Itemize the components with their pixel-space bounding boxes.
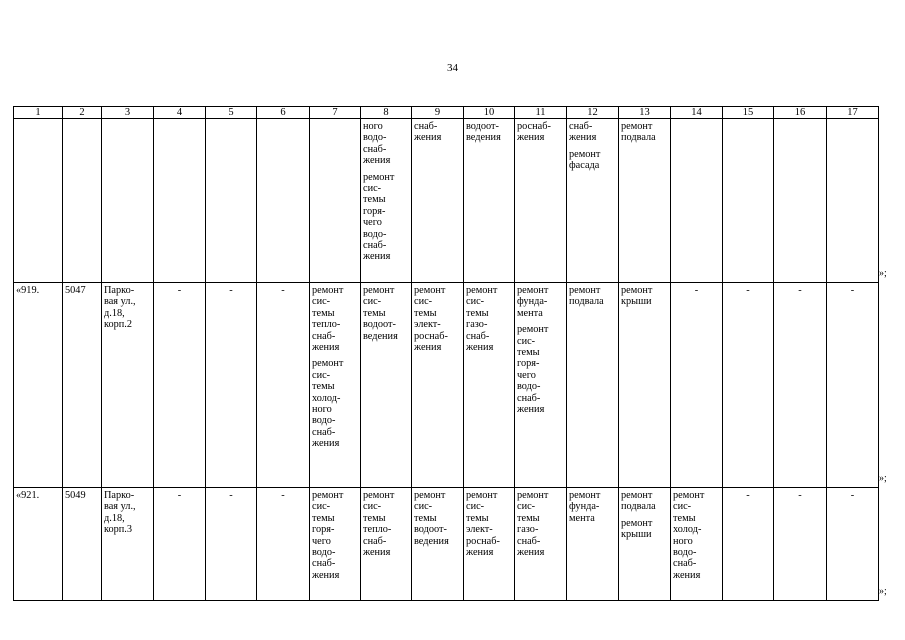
cell-text: «919. bbox=[16, 285, 40, 296]
column-number: 2 bbox=[63, 107, 102, 119]
cell-text: горя- bbox=[517, 358, 540, 370]
cell-text: мента bbox=[517, 307, 543, 319]
column-number: 8 bbox=[361, 107, 412, 119]
table-cell bbox=[361, 488, 412, 601]
cell-text: жения bbox=[312, 342, 340, 354]
column-number: 17 bbox=[827, 107, 879, 119]
cell-text: темы bbox=[363, 307, 386, 319]
cell-entry bbox=[517, 121, 564, 144]
cell-entry bbox=[65, 490, 99, 501]
cell-text: роснаб- bbox=[414, 330, 448, 342]
cell-entry bbox=[363, 490, 409, 558]
cell-text: горя- bbox=[312, 524, 335, 536]
table-cell bbox=[723, 119, 774, 283]
cell-text: темы bbox=[466, 512, 489, 524]
table-cell bbox=[515, 119, 567, 283]
cell-text: темы bbox=[363, 512, 386, 524]
column-number: 9 bbox=[412, 107, 464, 119]
cell-text: темы bbox=[414, 307, 437, 319]
cell-text: крыши bbox=[621, 296, 652, 308]
cell-text: сис- bbox=[517, 335, 536, 347]
cell-text: ремонт bbox=[621, 490, 653, 501]
cell-entry bbox=[466, 285, 512, 353]
cell-entry bbox=[156, 490, 203, 501]
cell-entry bbox=[829, 490, 876, 501]
table-cell bbox=[206, 119, 257, 283]
column-number: 12 bbox=[567, 107, 619, 119]
cell-entry bbox=[156, 285, 203, 296]
cell-text: элект- bbox=[466, 524, 493, 536]
cell-text: д.18, bbox=[104, 307, 125, 319]
table-cell bbox=[154, 283, 206, 488]
column-number: 16 bbox=[774, 107, 827, 119]
cell-entry bbox=[621, 121, 668, 144]
table-cell bbox=[257, 283, 310, 488]
table-cell bbox=[515, 488, 567, 601]
cell-text: водоот- bbox=[414, 524, 447, 536]
cell-text: снаб- bbox=[569, 121, 593, 132]
table-cell bbox=[206, 488, 257, 601]
cell-text: ремонт bbox=[363, 285, 395, 296]
cell-text: ремонт bbox=[466, 490, 498, 501]
cell-text: сис- bbox=[414, 296, 433, 308]
cell-text: водо- bbox=[363, 132, 387, 144]
table-cell bbox=[154, 488, 206, 601]
cell-text: жения bbox=[517, 132, 545, 144]
cell-text: ремонт bbox=[312, 490, 344, 501]
cell-entry bbox=[673, 490, 720, 581]
cell-entry bbox=[621, 518, 668, 541]
table-cell bbox=[774, 119, 827, 283]
table-cell bbox=[412, 119, 464, 283]
cell-text: снаб- bbox=[466, 330, 490, 342]
table-cell bbox=[723, 283, 774, 488]
cell-text: тепло- bbox=[312, 319, 341, 331]
cell-text: жения bbox=[363, 251, 391, 263]
cell-text: - bbox=[746, 490, 750, 501]
table-cell bbox=[412, 488, 464, 601]
cell-text: подвала bbox=[621, 132, 656, 144]
cell-text: - bbox=[177, 285, 182, 296]
cell-text: снаб- bbox=[312, 330, 336, 342]
cell-text: - bbox=[177, 490, 182, 501]
cell-text: жения bbox=[312, 438, 340, 450]
cell-text: горя- bbox=[363, 205, 386, 217]
cell-entry bbox=[621, 285, 668, 308]
cell-entry bbox=[16, 285, 60, 296]
cell-text: холод- bbox=[673, 524, 702, 536]
cell-entry bbox=[104, 285, 151, 331]
cell-text: сис- bbox=[517, 501, 536, 513]
cell-text: ного bbox=[673, 535, 693, 547]
row-end-mark: »; bbox=[879, 586, 887, 597]
table-cell bbox=[310, 119, 361, 283]
table-cell bbox=[671, 283, 723, 488]
cell-text: - bbox=[229, 490, 233, 501]
row-end-mark: »; bbox=[879, 473, 887, 484]
cell-entry bbox=[414, 121, 461, 144]
cell-text: подвала bbox=[569, 296, 604, 308]
cell-text: элект- bbox=[414, 319, 441, 331]
cell-text: чего bbox=[517, 369, 536, 381]
cell-text: ремонт bbox=[517, 285, 549, 296]
cell-entry bbox=[414, 490, 461, 547]
cell-text: - bbox=[798, 490, 802, 501]
cell-text: снаб- bbox=[363, 143, 387, 155]
cell-text: снаб- bbox=[517, 535, 541, 547]
cell-text: жения bbox=[517, 404, 545, 416]
column-number: 3 bbox=[102, 107, 154, 119]
cell-entry bbox=[517, 490, 564, 558]
table-cell bbox=[619, 488, 671, 601]
cell-text: жения bbox=[312, 569, 340, 581]
column-number: 7 bbox=[310, 107, 361, 119]
table-cell bbox=[619, 119, 671, 283]
cell-text: «921. bbox=[16, 490, 40, 501]
cell-entry bbox=[517, 324, 564, 415]
table-cell bbox=[671, 488, 723, 601]
cell-text: снаб- bbox=[312, 426, 336, 438]
cell-entry bbox=[208, 285, 254, 296]
cell-text: сис- bbox=[363, 183, 382, 195]
cell-text: снаб- bbox=[517, 392, 541, 404]
cell-text: - bbox=[746, 285, 750, 296]
table-cell bbox=[774, 283, 827, 488]
cell-text: жения bbox=[414, 132, 442, 144]
cell-text: темы bbox=[312, 307, 335, 319]
table-cell bbox=[774, 488, 827, 601]
cell-text: мента bbox=[569, 512, 595, 524]
cell-text: сис- bbox=[312, 296, 331, 308]
column-number: 11 bbox=[515, 107, 567, 119]
cell-text: - bbox=[281, 490, 285, 501]
cell-text: темы bbox=[363, 194, 386, 206]
cell-text: жения bbox=[517, 547, 545, 559]
cell-text: темы bbox=[414, 512, 437, 524]
cell-text: сис- bbox=[466, 501, 485, 513]
cell-entry bbox=[312, 490, 358, 581]
cell-text: крыши bbox=[621, 529, 652, 541]
cell-entry bbox=[829, 285, 876, 296]
cell-entry bbox=[208, 490, 254, 501]
header-row bbox=[14, 107, 879, 119]
cell-text: ведения bbox=[363, 330, 398, 342]
cell-text: роснаб- bbox=[466, 535, 500, 547]
cell-entry bbox=[65, 285, 99, 296]
table-cell bbox=[14, 488, 63, 601]
cell-text: жения bbox=[363, 547, 391, 559]
row-end-mark: »; bbox=[879, 268, 887, 279]
cell-text: сис- bbox=[312, 369, 331, 381]
table-cell bbox=[63, 283, 102, 488]
cell-entry bbox=[776, 285, 824, 296]
cell-entry bbox=[312, 358, 358, 449]
cell-entry bbox=[363, 121, 409, 167]
cell-text: сис- bbox=[363, 501, 382, 513]
register-table bbox=[13, 106, 879, 601]
column-number: 6 bbox=[257, 107, 310, 119]
table-cell bbox=[102, 283, 154, 488]
cell-entry bbox=[776, 490, 824, 501]
cell-text: ремонт bbox=[414, 285, 446, 296]
cell-text: ремонт bbox=[517, 490, 549, 501]
table-cell bbox=[464, 283, 515, 488]
cell-text: - bbox=[798, 285, 802, 296]
cell-text: ного bbox=[312, 404, 332, 416]
cell-text: ремонт bbox=[312, 358, 344, 370]
cell-text: - bbox=[229, 285, 233, 296]
cell-text: темы bbox=[312, 381, 335, 393]
column-number: 5 bbox=[206, 107, 257, 119]
table-cell bbox=[567, 283, 619, 488]
table-cell bbox=[567, 119, 619, 283]
table-cell bbox=[361, 283, 412, 488]
cell-text: ремонт bbox=[363, 490, 395, 501]
cell-text: Парко- bbox=[104, 285, 135, 296]
cell-entry bbox=[621, 490, 668, 513]
table-row bbox=[14, 283, 879, 488]
table-cell bbox=[671, 119, 723, 283]
cell-entry bbox=[104, 490, 151, 536]
cell-entry bbox=[363, 285, 409, 342]
cell-text: сис- bbox=[312, 501, 331, 513]
cell-text: фунда- bbox=[569, 501, 600, 513]
cell-text: темы bbox=[517, 512, 540, 524]
table-cell bbox=[310, 488, 361, 601]
cell-entry bbox=[673, 285, 720, 296]
cell-text: - bbox=[850, 490, 855, 501]
cell-text: жения bbox=[466, 547, 494, 559]
cell-entry bbox=[363, 172, 409, 263]
table-cell bbox=[515, 283, 567, 488]
cell-text: жения bbox=[466, 342, 494, 354]
table-cell bbox=[63, 488, 102, 601]
cell-text: жения bbox=[569, 132, 597, 144]
cell-entry bbox=[725, 285, 771, 296]
cell-text: чего bbox=[363, 217, 382, 229]
table-cell bbox=[723, 488, 774, 601]
cell-text: жения bbox=[414, 342, 442, 354]
cell-text: вая ул., bbox=[104, 501, 136, 513]
cell-text: водоот- bbox=[466, 121, 499, 132]
cell-text: ремонт bbox=[363, 171, 395, 183]
table-cell bbox=[464, 119, 515, 283]
cell-text: фунда- bbox=[517, 296, 548, 308]
page-number: 34 bbox=[447, 62, 458, 74]
cell-text: сис- bbox=[673, 501, 692, 513]
cell-text: ремонт bbox=[569, 490, 601, 501]
table-cell bbox=[102, 488, 154, 601]
cell-text: водоот- bbox=[363, 319, 396, 331]
table-row bbox=[14, 119, 879, 283]
cell-text: темы bbox=[673, 512, 696, 524]
cell-text: водо- bbox=[312, 547, 336, 559]
cell-text: ремонт bbox=[312, 285, 344, 296]
cell-entry bbox=[414, 285, 461, 353]
cell-text: ремонт bbox=[414, 490, 446, 501]
cell-entry bbox=[259, 490, 307, 501]
cell-text: ремонт bbox=[569, 148, 601, 160]
cell-text: жения bbox=[673, 569, 701, 581]
cell-text: водо- bbox=[312, 415, 336, 427]
table-cell bbox=[567, 488, 619, 601]
table-cell bbox=[412, 283, 464, 488]
cell-text: ремонт bbox=[621, 285, 653, 296]
cell-text: ремонт bbox=[517, 324, 549, 336]
cell-text: снаб- bbox=[414, 121, 438, 132]
cell-text: д.18, bbox=[104, 512, 125, 524]
cell-entry bbox=[312, 285, 358, 353]
cell-text: газо- bbox=[517, 524, 539, 536]
table-cell bbox=[827, 283, 879, 488]
cell-text: сис- bbox=[414, 501, 433, 513]
cell-text: темы bbox=[466, 307, 489, 319]
cell-text: ремонт bbox=[621, 517, 653, 529]
table-cell bbox=[206, 283, 257, 488]
cell-text: 5049 bbox=[65, 490, 86, 501]
cell-text: ного bbox=[363, 121, 383, 132]
cell-text: вая ул., bbox=[104, 296, 136, 308]
table-cell bbox=[14, 283, 63, 488]
cell-entry bbox=[569, 121, 616, 144]
table-cell bbox=[361, 119, 412, 283]
cell-entry bbox=[725, 490, 771, 501]
cell-text: снаб- bbox=[363, 240, 387, 252]
table-cell bbox=[102, 119, 154, 283]
cell-text: 5047 bbox=[65, 285, 86, 296]
cell-text: водо- bbox=[363, 228, 387, 240]
cell-text: - bbox=[850, 285, 855, 296]
table-cell bbox=[619, 283, 671, 488]
cell-text: корп.2 bbox=[104, 319, 133, 331]
cell-entry bbox=[466, 490, 512, 558]
column-number: 4 bbox=[154, 107, 206, 119]
column-number: 13 bbox=[619, 107, 671, 119]
cell-text: фасада bbox=[569, 160, 600, 172]
cell-text: водо- bbox=[517, 381, 541, 393]
cell-entry bbox=[569, 285, 616, 308]
cell-text: ремонт bbox=[466, 285, 498, 296]
cell-entry bbox=[569, 149, 616, 172]
table-cell bbox=[464, 488, 515, 601]
cell-entry bbox=[569, 490, 616, 524]
cell-text: - bbox=[694, 285, 699, 296]
cell-text: снаб- bbox=[673, 558, 697, 570]
cell-text: снаб- bbox=[363, 535, 387, 547]
cell-text: ремонт bbox=[569, 285, 601, 296]
cell-text: роснаб- bbox=[517, 121, 551, 132]
cell-entry bbox=[517, 285, 564, 319]
column-number: 1 bbox=[14, 107, 63, 119]
cell-text: корп.3 bbox=[104, 524, 133, 536]
table-cell bbox=[827, 488, 879, 601]
cell-text: ведения bbox=[466, 132, 501, 144]
table-cell bbox=[14, 119, 63, 283]
cell-text: - bbox=[281, 285, 285, 296]
column-number: 15 bbox=[723, 107, 774, 119]
cell-text: темы bbox=[517, 347, 540, 359]
table-cell bbox=[257, 488, 310, 601]
table-cell bbox=[63, 119, 102, 283]
cell-text: холод- bbox=[312, 392, 341, 404]
cell-text: сис- bbox=[363, 296, 382, 308]
cell-text: жения bbox=[363, 155, 391, 167]
cell-text: ведения bbox=[414, 535, 449, 547]
table-cell bbox=[154, 119, 206, 283]
cell-text: снаб- bbox=[312, 558, 336, 570]
cell-text: газо- bbox=[466, 319, 488, 331]
column-number: 14 bbox=[671, 107, 723, 119]
cell-text: темы bbox=[312, 512, 335, 524]
cell-text: сис- bbox=[466, 296, 485, 308]
cell-text: водо- bbox=[673, 547, 697, 559]
table-cell bbox=[310, 283, 361, 488]
cell-text: чего bbox=[312, 535, 331, 547]
cell-entry bbox=[16, 490, 60, 501]
table-cell bbox=[827, 119, 879, 283]
cell-entry bbox=[259, 285, 307, 296]
table-cell bbox=[257, 119, 310, 283]
cell-text: подвала bbox=[621, 501, 656, 513]
table-row bbox=[14, 488, 879, 601]
cell-text: тепло- bbox=[363, 524, 392, 536]
cell-text: ремонт bbox=[621, 121, 653, 132]
column-number: 10 bbox=[464, 107, 515, 119]
cell-entry bbox=[466, 121, 512, 144]
cell-text: Парко- bbox=[104, 490, 135, 501]
cell-text: ремонт bbox=[673, 490, 705, 501]
